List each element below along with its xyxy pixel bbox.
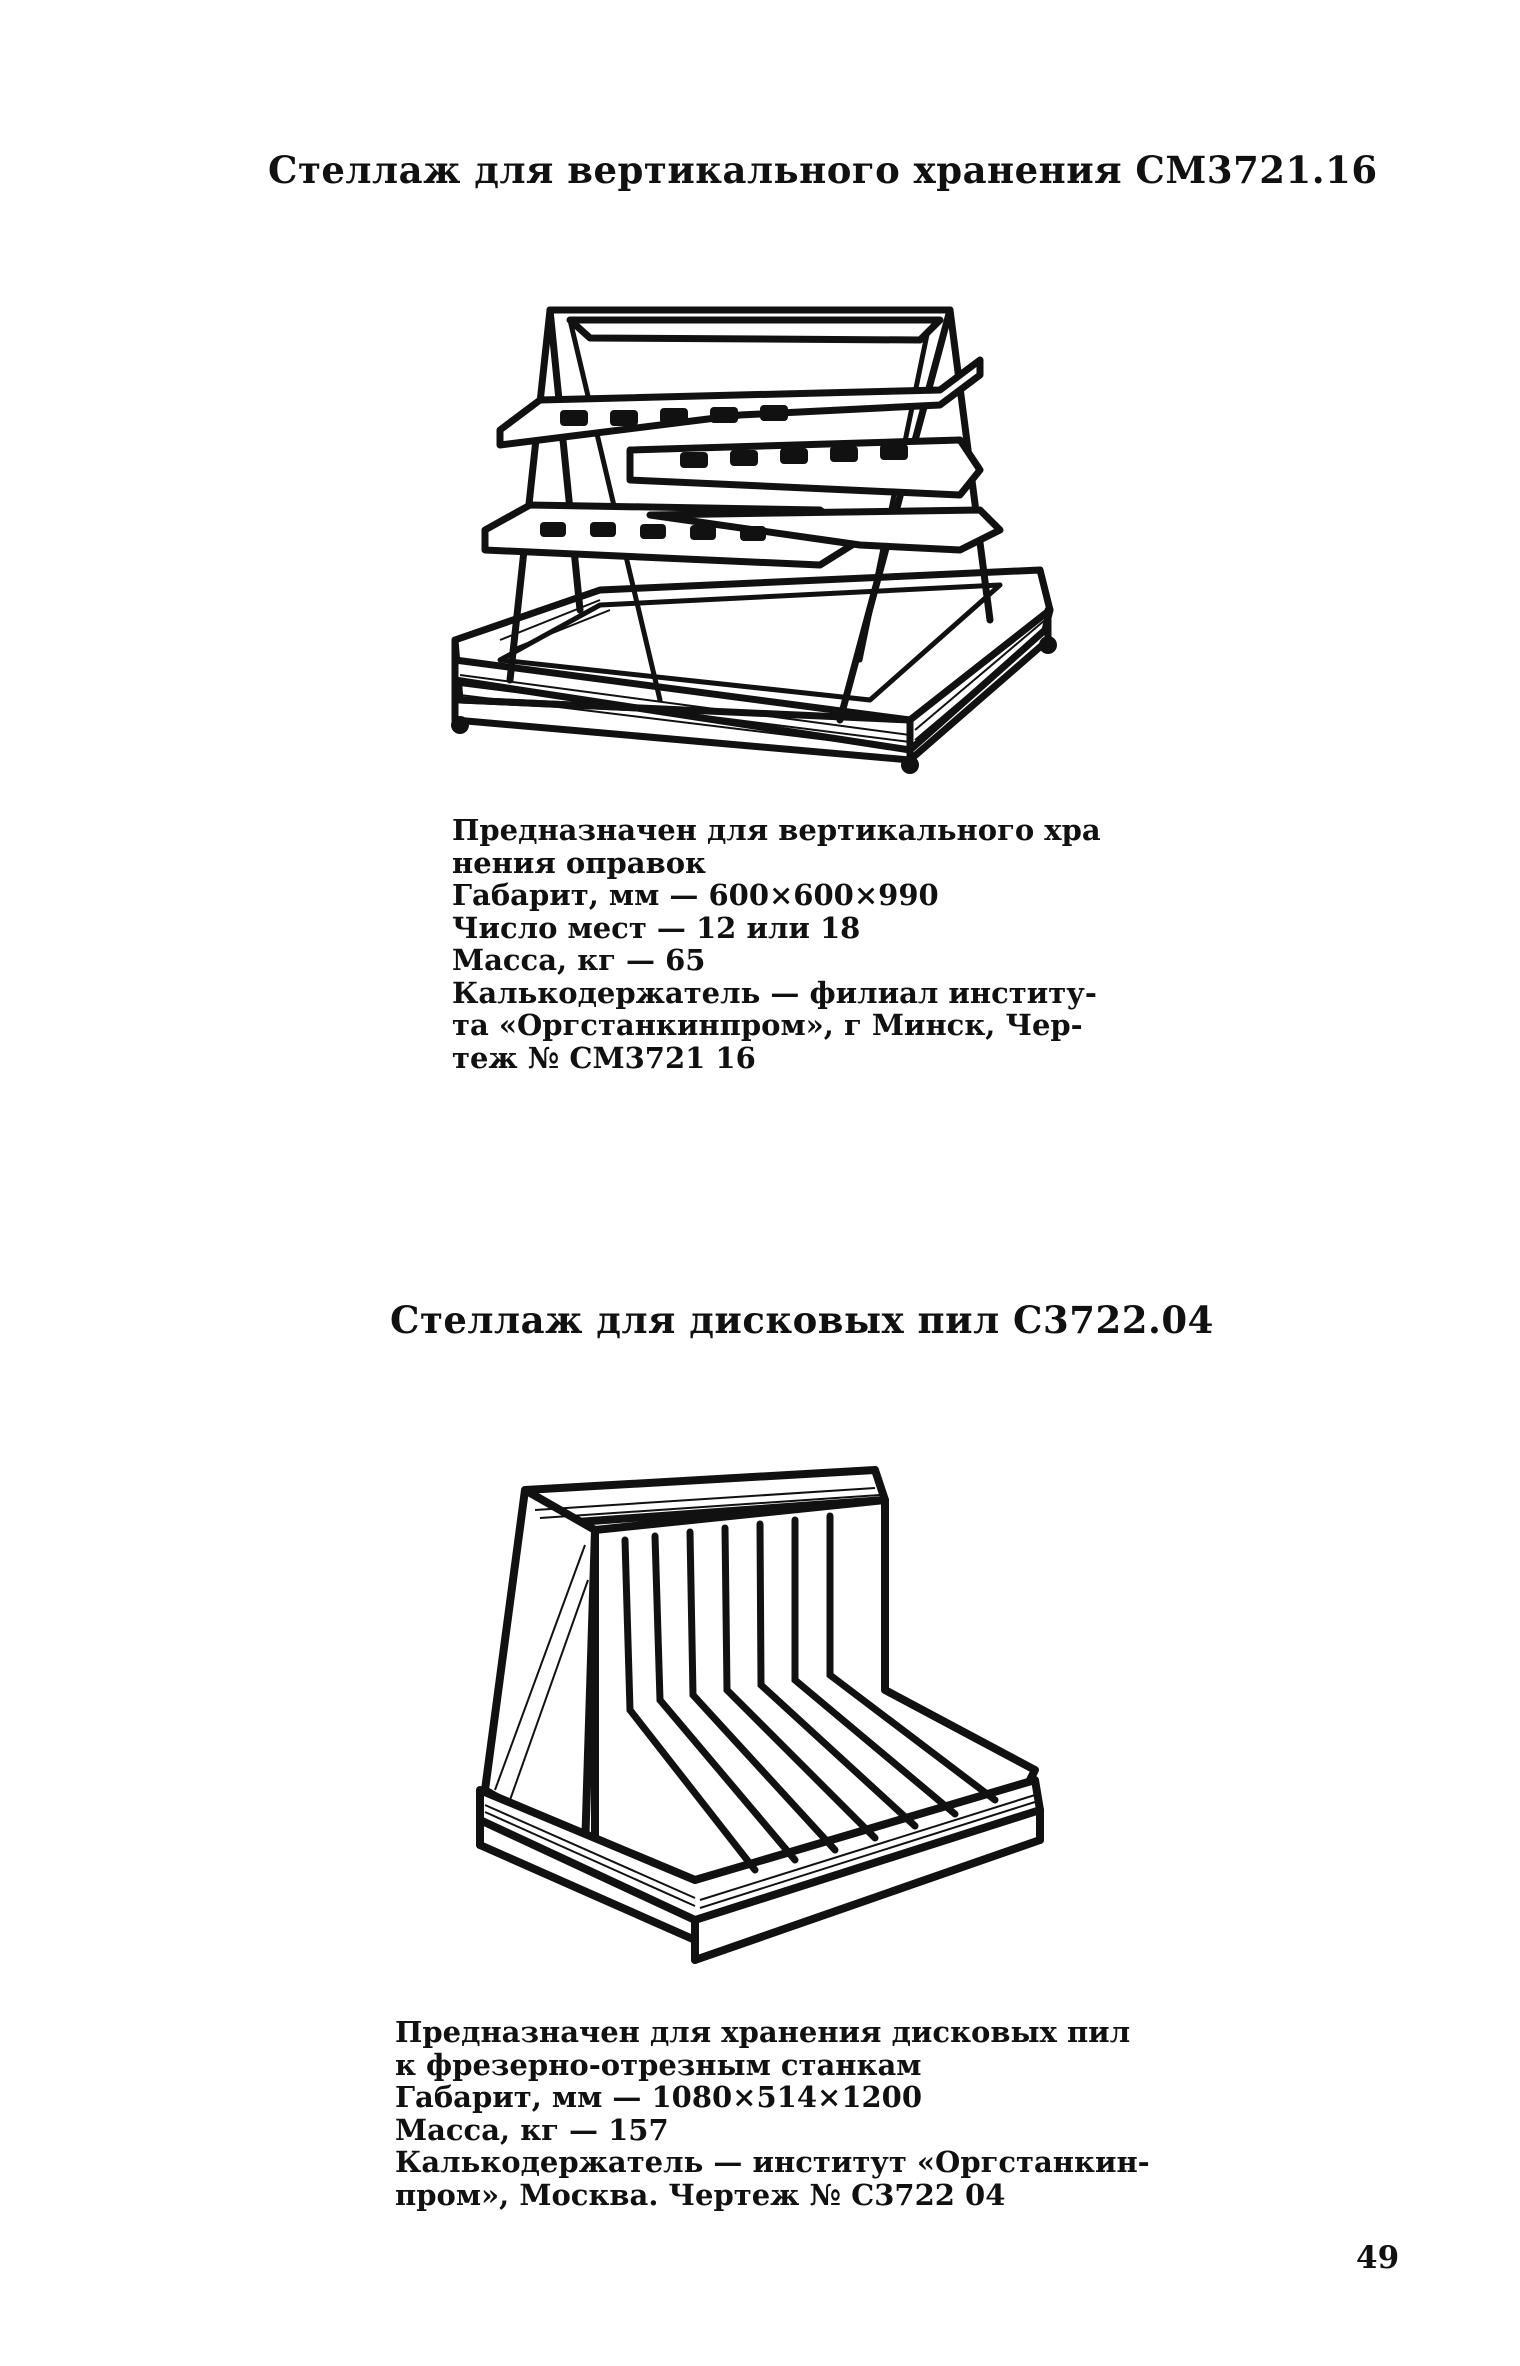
description-line: Число мест — 12 или 18 — [452, 910, 861, 945]
description-line: Калькодержатель — филиал институ- — [452, 975, 1097, 1010]
vertical-storage-rack-illustration — [440, 280, 1060, 780]
description-line: пром», Москва. Чертеж № С3722 04 — [395, 2177, 1006, 2212]
description-line: Габарит, мм — 1080×514×1200 — [395, 2080, 923, 2114]
description-line: Предназначен для хранения дисковых пил — [395, 2015, 1131, 2049]
description-line: к фрезерно-отрезным станкам — [395, 2047, 922, 2082]
description-line: Предназначен для вертикального хра — [452, 813, 1101, 847]
section-title-saw-rack: Стеллаж для дисковых пил С3722.04 — [390, 1298, 1214, 1342]
section-title-vertical-rack: Стеллаж для вертикального хранения СМ3721.16 — [268, 148, 1378, 192]
page-number: 49 — [1356, 2240, 1400, 2276]
circular-saw-rack-illustration — [455, 1450, 1055, 1970]
description-line: та «Оргстанкинпром», г Минск, Чер- — [452, 1008, 1083, 1042]
description-line: Масса, кг — 65 — [452, 943, 706, 977]
description-line: Калькодержатель — институт «Оргстанкин- — [395, 2145, 1150, 2179]
description-line: Масса, кг — 157 — [395, 2112, 669, 2147]
description-vertical-rack — [452, 814, 1101, 1074]
description-line: теж № СМ3721 16 — [452, 1040, 756, 1075]
description-saw-rack — [395, 2016, 1150, 2211]
description-line: нения оправок — [452, 845, 707, 880]
description-line: Габарит, мм — 600×600×990 — [452, 878, 939, 912]
